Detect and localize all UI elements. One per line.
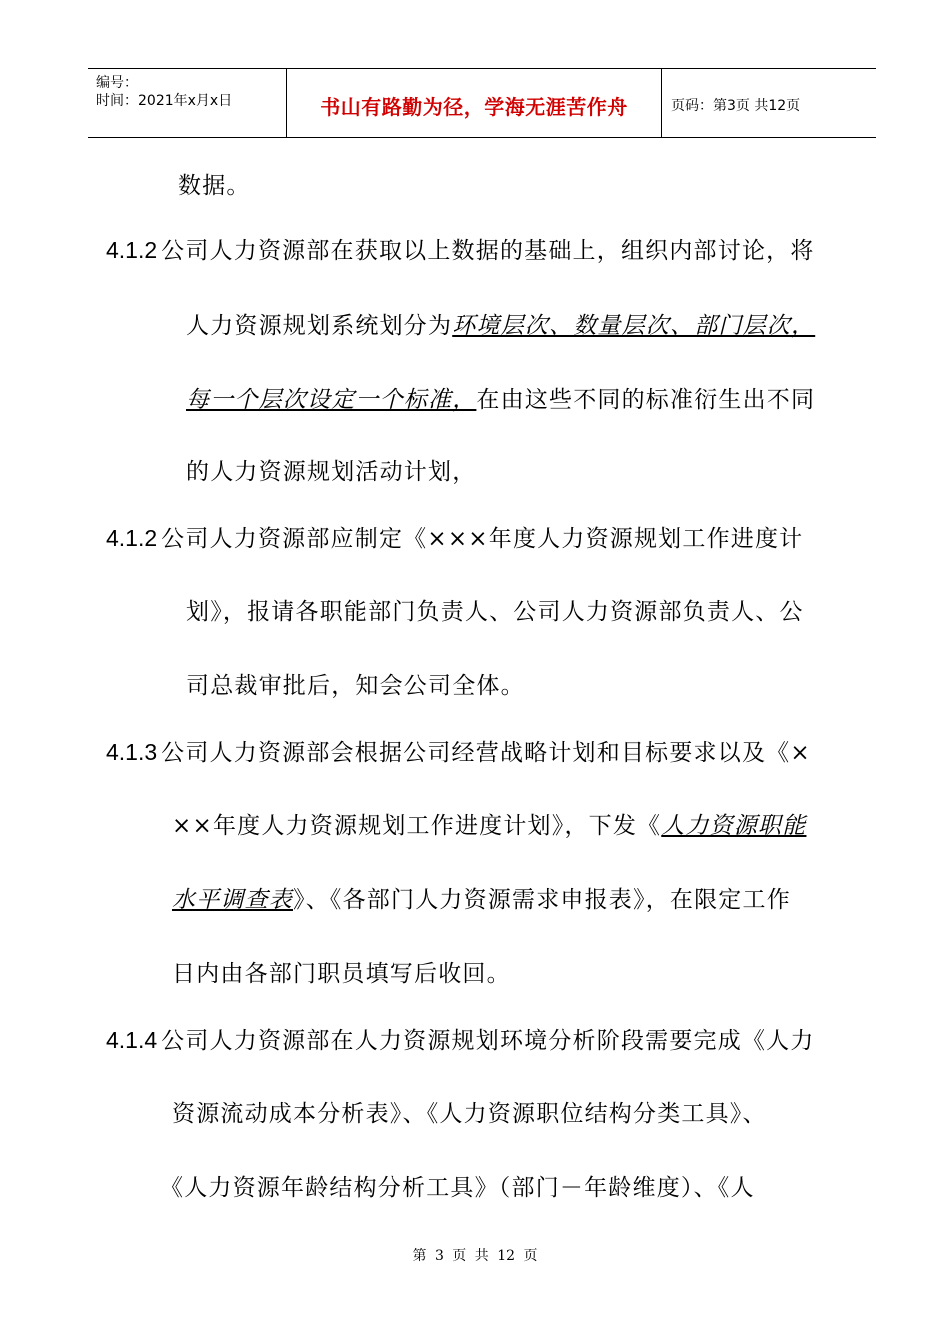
text-line: 4.1.4 公司人力资源部在人力资源规划环境分析阶段需要完成《人力 bbox=[106, 1027, 815, 1054]
text-line: 资源流动成本分析表》、《人力资源职位结构分类工具》、 bbox=[172, 1101, 767, 1127]
section-number: 4.1.2 bbox=[106, 525, 158, 551]
text-line: 4.1.2 公司人力资源部应制定《×××年度人力资源规划工作进度计 bbox=[106, 525, 804, 552]
text-line: 水平调查表》、《各部门人力资源需求申报表》，在限定工作 bbox=[172, 887, 791, 913]
text-line: 数据。 bbox=[178, 173, 251, 199]
header-motto: 书山有路勤为径，学海无涯苦作舟 bbox=[320, 95, 628, 119]
underlined-text: 人力资源职能 bbox=[661, 813, 807, 839]
header-page-info: 页码：第3页 共12页 bbox=[671, 98, 801, 114]
page-header bbox=[88, 68, 876, 138]
text-line: 的人力资源规划活动计划， bbox=[186, 459, 477, 485]
text-line: ××年度人力资源规划工作进度计划》，下发《人力资源职能 bbox=[172, 813, 807, 839]
text-line: 《人力资源年龄结构分析工具》（部门－年龄维度）、《人 bbox=[160, 1175, 755, 1201]
underlined-text: 环境层次、数量层次、部门层次， bbox=[452, 313, 816, 339]
header-motto-cell bbox=[286, 69, 662, 137]
section-number: 4.1.3 bbox=[106, 739, 158, 765]
text-line: 每一个层次设定一个标准，在由这些不同的标准衍生出不同 bbox=[186, 387, 816, 413]
text-line: 司总裁审批后，知会公司全体。 bbox=[186, 673, 525, 699]
underlined-text: 水平调查表 bbox=[172, 887, 293, 913]
text-line: 划》，报请各职能部门负责人、公司人力资源部负责人、公 bbox=[186, 599, 804, 625]
header-meta-cell bbox=[88, 69, 286, 137]
section-number: 4.1.4 bbox=[106, 1027, 158, 1053]
code-label: 编号： bbox=[96, 75, 138, 91]
header-page-cell bbox=[661, 69, 876, 137]
page-footer: 第 3 页 共 12 页 bbox=[412, 1248, 538, 1264]
text-line: 人力资源规划系统划分为环境层次、数量层次、部门层次， bbox=[186, 313, 816, 339]
text-line: 4.1.2 公司人力资源部在获取以上数据的基础上，组织内部讨论，将 bbox=[106, 237, 815, 264]
section-number: 4.1.2 bbox=[106, 237, 158, 263]
text-line: 4.1.3 公司人力资源部会根据公司经营战略计划和目标要求以及《× bbox=[106, 739, 811, 766]
text-line: 日内由各部门职员填写后收回。 bbox=[172, 961, 511, 987]
time-label: 时间：2021年x月x日 bbox=[96, 93, 233, 109]
underlined-text: 每一个层次设定一个标准， bbox=[186, 387, 477, 413]
